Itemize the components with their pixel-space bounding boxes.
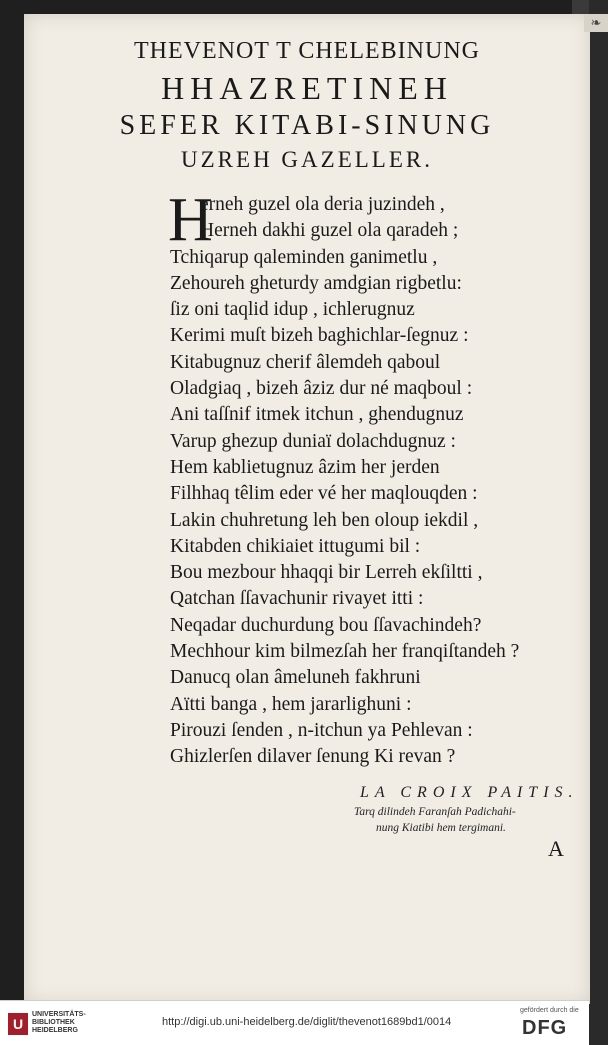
poem-line: Filhhaq têlim eder vé her maqlouqden : xyxy=(170,483,478,505)
poem-line: ſiz oni taqlid idup , ichlerugnuz xyxy=(170,299,415,321)
poem-line: Mechhour kim bilmezſah her franqiſtandeh ? xyxy=(170,641,520,663)
poem-line: Oladgiaq , bizeh âziz dur né maqboul : xyxy=(170,378,473,400)
poem-line: Zehoureh gheturdy amdgian rigbetlu: xyxy=(170,272,462,294)
viewer-footer xyxy=(0,1000,589,1045)
funded-by-label: gefördert durch die xyxy=(520,1007,579,1014)
poem-line: Ghizlerſen dilaver ſenung Ki revan ? xyxy=(170,746,456,768)
dfg-logo[interactable]: DFG xyxy=(522,1017,568,1039)
poem-line: Aïtti banga , hem jararlighuni : xyxy=(170,693,412,715)
heading-line-1: THEVENOT T CHELEBINUNG xyxy=(134,38,480,64)
poem-line: Kitabden chikiaiet ittugumi bil : xyxy=(170,535,421,557)
page-corner-mark: ❧ xyxy=(584,14,608,32)
drop-cap: H xyxy=(168,186,213,254)
poem-body xyxy=(168,186,590,771)
signature-title-line-1: Tarq dilindeh Faranſah Padichahi- xyxy=(354,806,516,818)
signature-name: LA CROIX PAITIS. xyxy=(360,784,579,801)
poem-line: Varup ghezup duniaï dolachdugnuz : xyxy=(170,430,456,452)
poem-line: Kerimi muſt bizeh baghichlar-ſegnuz : xyxy=(170,325,469,347)
poem-line: Tchiqarup qaleminden ganimetlu , xyxy=(170,246,438,268)
heading-line-2: HHAZRETINEH xyxy=(161,70,453,106)
university-logo-icon[interactable]: U xyxy=(8,1013,28,1035)
poem-line: Neqadar duchurdung bou ſſavachindeh? xyxy=(170,614,482,636)
institution-line-2: BIBLIOTHEK xyxy=(32,1019,75,1026)
poem-line: Herneh dakhi guzel ola qaradeh ; xyxy=(200,220,459,242)
poem-line: Qatchan ſſavachunir rivayet itti : xyxy=(170,588,424,610)
institution-line-3: HEIDELBERG xyxy=(32,1027,78,1034)
signature-block xyxy=(354,782,590,836)
heading-line-4: UZREH GAZELLER. xyxy=(181,147,433,172)
poem-line: Kitabugnuz cherif âlemdeh qaboul xyxy=(170,351,441,373)
poem-line: Lakin chuhretung leh ben oloup iekdil , xyxy=(170,509,479,531)
poem-line: Hem kablietugnuz âzim her jerden xyxy=(170,456,440,478)
heading-line-3: SEFER KITABI-SINUNG xyxy=(119,110,495,141)
poem-line: Ani taſſnif itmek itchun , ghendugnuz xyxy=(170,404,464,426)
poem-line: Danucq olan âmeluneh fakhruni xyxy=(170,667,421,689)
signature-title-line-2: nung Kiatibi hem tergimani. xyxy=(376,822,506,834)
book-page xyxy=(24,14,602,1004)
poem-line: erneh guzel ola deria juzindeh , xyxy=(200,194,445,215)
page-heading xyxy=(24,36,590,176)
permalink-url[interactable]: http://digi.ub.uni-heidelberg.de/diglit/thevenot1689bd1/0014 xyxy=(162,1016,452,1028)
catchword: A xyxy=(548,836,564,861)
poem-line: Pirouzi ſenden , n-itchun ya Pehlevan : xyxy=(170,719,473,741)
university-library-name[interactable] xyxy=(32,1011,86,1035)
institution-line-1: UNIVERSITÄTS- xyxy=(32,1011,86,1018)
poem-line: Bou mezbour hhaqqi bir Lerreh ekſiltti , xyxy=(170,562,483,584)
